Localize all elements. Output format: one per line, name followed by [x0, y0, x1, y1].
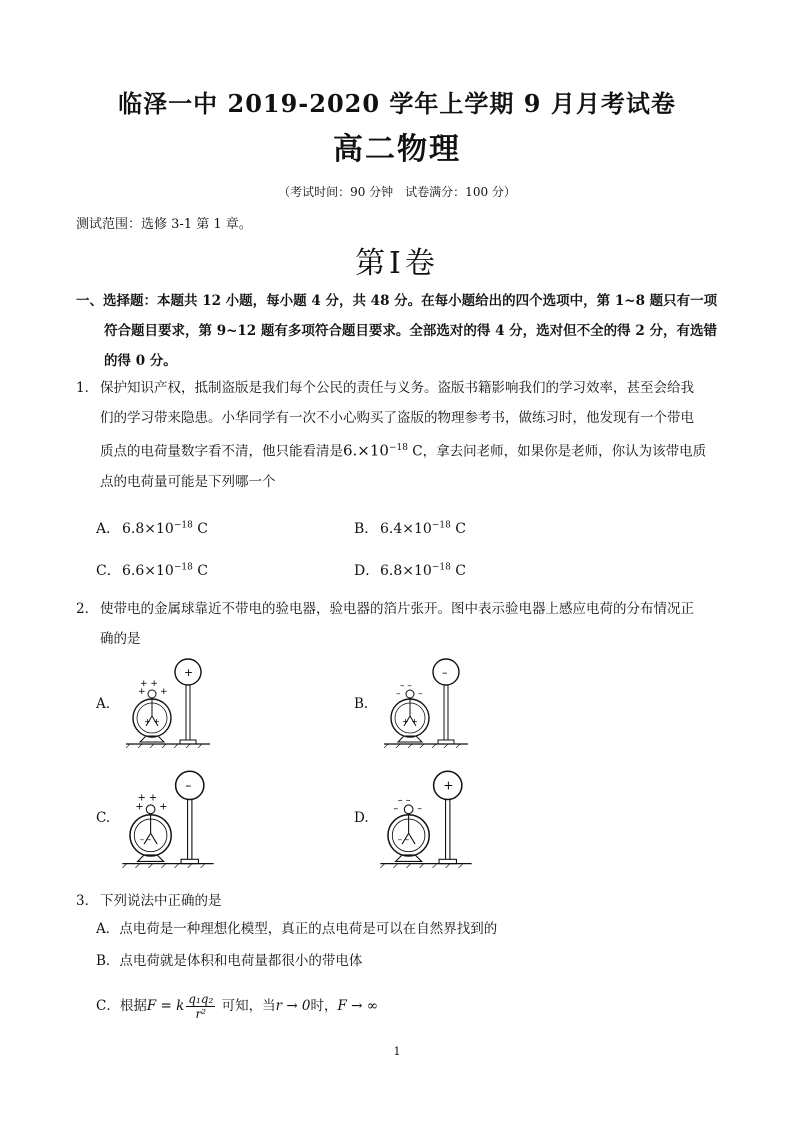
q2-line-2: 确的是	[100, 631, 141, 647]
svg-text:–: –	[418, 689, 423, 699]
q1-option-a[interactable]: A． $6.8\times 10^{-18}$ C	[96, 520, 208, 537]
section-line-2: 符合题目要求，第 9~12 题有多项符合题目要求。全部选对的得 4 分，选对但不全的得 2 分，有选错	[104, 323, 717, 339]
svg-text:+ +: + +	[137, 792, 158, 804]
question-number: 2．	[76, 601, 99, 617]
q3-option-a[interactable]: A．点电荷是一种理想化模型，真正的点电荷是可以在自然界找到的	[96, 921, 498, 937]
svg-text:+: +	[159, 801, 168, 813]
q3-stem: 下列说法中正确的是	[100, 893, 222, 909]
q2-option-d-label[interactable]: D.	[354, 810, 369, 826]
svg-text:+: +	[138, 687, 146, 697]
question-3	[76, 886, 726, 916]
svg-text:+ +: + +	[144, 717, 160, 726]
q2-option-c-label[interactable]: C.	[96, 810, 111, 826]
q2-option-b-label[interactable]: B.	[354, 696, 369, 712]
electroscope-figure-c[interactable]	[118, 768, 218, 868]
section-line-1: 一、选择题：本题共 12 小题，每小题 4 分，共 48 分。在每小题给出的四个选项中，第 1~8 题只有一项	[76, 293, 718, 309]
coulomb-fraction: $\frac{\text{q₁q₂}}{\text{r²}}$	[188, 992, 214, 1021]
question-2	[76, 594, 726, 654]
part-title: 第Ⅰ卷	[355, 246, 439, 281]
q1-option-b[interactable]: B． $6.4\times 10^{-18}$ C	[354, 520, 466, 537]
svg-text:+ +: + +	[402, 717, 418, 726]
q2-option-a-label[interactable]: A.	[96, 696, 111, 712]
svg-text:+: +	[443, 778, 454, 793]
subject-title: 高二物理	[333, 132, 461, 167]
svg-text:– –: – –	[397, 834, 410, 845]
svg-text:+: +	[160, 687, 168, 697]
test-scope: 测试范围：选修 3-1 第 1 章。	[76, 217, 252, 232]
electroscope-figure-a[interactable]	[122, 656, 214, 748]
q1-line-2: 们的学习带来隐患。小华同学有一次不小心购买了盗版的物理参考书，做练习时，他发现有一个带电	[100, 410, 694, 426]
section-line-3: 的得 0 分。	[104, 353, 177, 369]
page-number: 1	[393, 1045, 401, 1058]
electroscope-figure-b[interactable]	[380, 656, 472, 748]
q3-option-b[interactable]: B．点电荷就是体积和电荷量都很小的带电体	[96, 953, 363, 969]
svg-text:+ +: + +	[140, 679, 158, 689]
q1-line-1: 保护知识产权，抵制盗版是我们每个公民的责任与义务。盗版书籍影响我们的学习效率，甚至会给我	[100, 380, 694, 396]
exam-meta: （考试时间：90 分钟 试卷满分：100 分）	[278, 185, 516, 199]
q1-line-4: 点的电荷量可能是下列哪一个	[100, 473, 276, 490]
question-number: 1．	[76, 380, 99, 396]
electroscope-figure-d[interactable]	[376, 768, 476, 868]
svg-text:–: –	[417, 803, 423, 815]
svg-text:–: –	[396, 689, 401, 699]
q1-option-c[interactable]: C．$6.6\times 10^{-18}$ C	[96, 562, 208, 579]
q2-line-1: 使带电的金属球靠近不带电的验电器，验电器的箔片张开。图中表示验电器上感应电荷的分布情况正	[100, 601, 694, 617]
question-1	[76, 373, 726, 497]
svg-text:– –: – –	[139, 834, 152, 845]
section-instructions	[76, 286, 726, 376]
svg-text:+: +	[184, 666, 194, 679]
q3-option-c[interactable]: C．根据F = k $\frac{\text{q₁q₂}}{\text{r²}}$ 可知，当r → 0时，F → ∞	[96, 992, 379, 1021]
svg-text:– –: – –	[400, 681, 412, 691]
svg-text:– –: – –	[397, 794, 411, 806]
svg-text:–: –	[393, 803, 399, 815]
svg-text:–: –	[442, 666, 448, 679]
q1-line-3: 质点的电荷量数字看不清，他只能看清是$6.\times 10^{-18}$ C，拿去问老师，如果你是老师，你认为该带电质	[100, 441, 707, 460]
q1-option-d[interactable]: D．$6.8\times 10^{-18}$ C	[354, 562, 466, 579]
exam-title: 临泽一中 2019-2020 学年上学期 9 月月考试卷	[118, 89, 676, 118]
svg-text:+: +	[135, 801, 144, 813]
question-number: 3．	[76, 893, 99, 909]
svg-text:–: –	[185, 778, 192, 793]
